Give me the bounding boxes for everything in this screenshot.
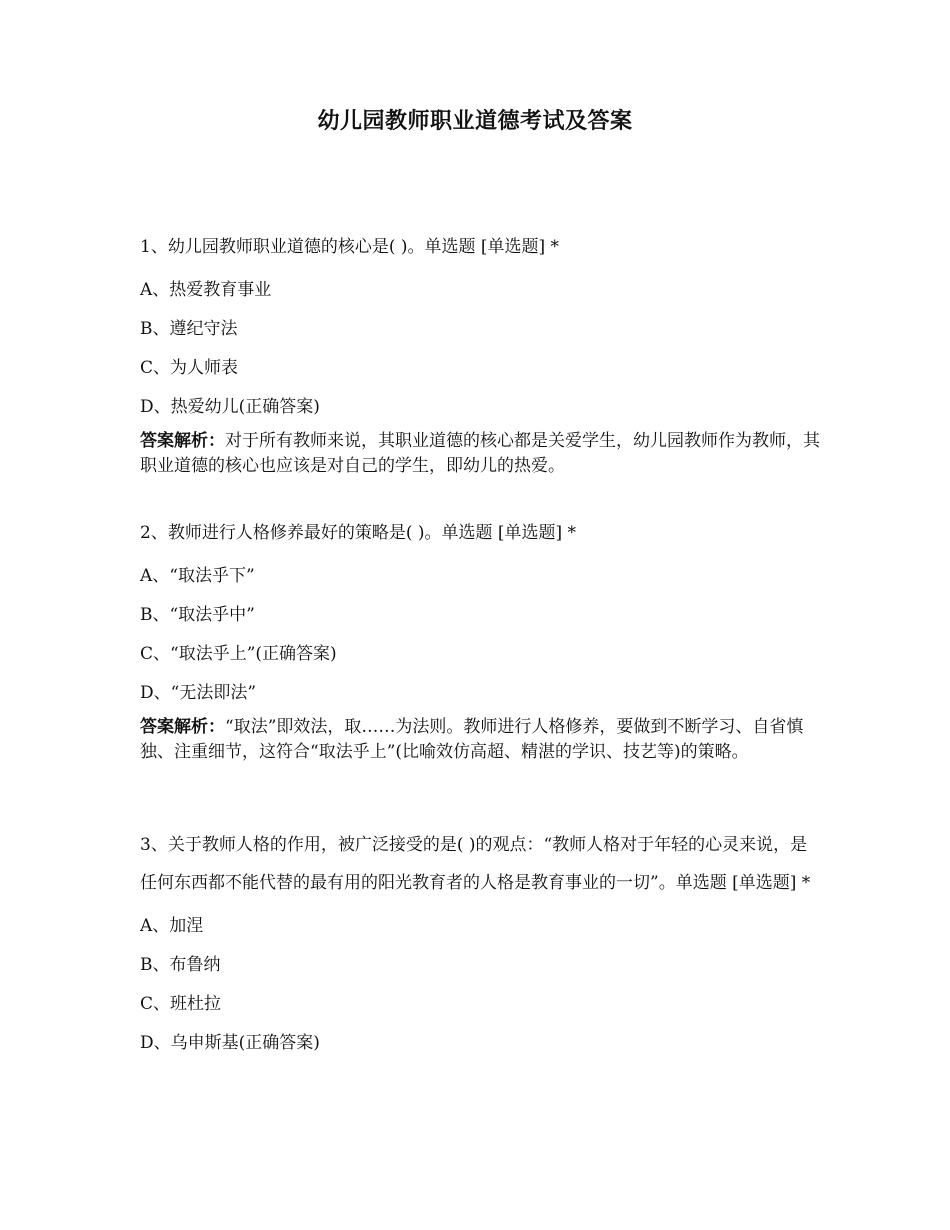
option-d[interactable]: D、乌申斯基(正确答案)	[140, 1033, 320, 1053]
question-text: 2、教师进行人格修养最好的策略是( )。单选题 [单选题] *	[140, 523, 577, 543]
answer-analysis	[140, 715, 820, 765]
option-b[interactable]: B、布鲁纳	[140, 955, 221, 975]
analysis-text: 对于所有教师来说，其职业道德的核心都是关爱学生，幼儿园教师作为教师，其职业道德的核心也应该是对自己的学生，即幼儿的热爱。	[140, 431, 820, 476]
option-c[interactable]: C、“取法乎上”(正确答案)	[140, 644, 337, 664]
analysis-label: 答案解析：	[140, 431, 225, 451]
option-c[interactable]: C、班杜拉	[140, 994, 222, 1014]
option-a[interactable]: A、热爱教育事业	[140, 280, 272, 300]
option-a[interactable]: A、加涅	[140, 916, 204, 936]
option-a[interactable]: A、“取法乎下”	[140, 566, 255, 586]
analysis-text: “取法”即效法，取……为法则。教师进行人格修养，要做到不断学习、自省慎独、注重细节，这符合“取法乎上”(比喻效仿高超、精湛的学识、技艺等)的策略。	[140, 717, 804, 762]
document-title: 幼儿园教师职业道德考试及答案	[317, 109, 633, 134]
question-1	[140, 228, 820, 479]
option-c[interactable]: C、为人师表	[140, 358, 239, 378]
question-3	[140, 826, 820, 1053]
question-text: 3、关于教师人格的作用，被广泛接受的是( )的观点：“教师人格对于年轻的心灵来说，是任何东西都不能代替的最有用的阳光教育者的人格是教育事业的一切”。单选题 [单选题] *	[140, 835, 811, 893]
option-d[interactable]: D、“无法即法”	[140, 683, 257, 703]
option-b[interactable]: B、遵纪守法	[140, 319, 238, 339]
question-2	[140, 514, 820, 765]
option-b[interactable]: B、“取法乎中”	[140, 605, 255, 625]
option-d[interactable]: D、热爱幼儿(正确答案)	[140, 397, 320, 417]
answer-analysis	[140, 429, 820, 479]
question-text: 1、幼儿园教师职业道德的核心是( )。单选题 [单选题] *	[140, 237, 560, 257]
analysis-label: 答案解析：	[140, 717, 225, 737]
